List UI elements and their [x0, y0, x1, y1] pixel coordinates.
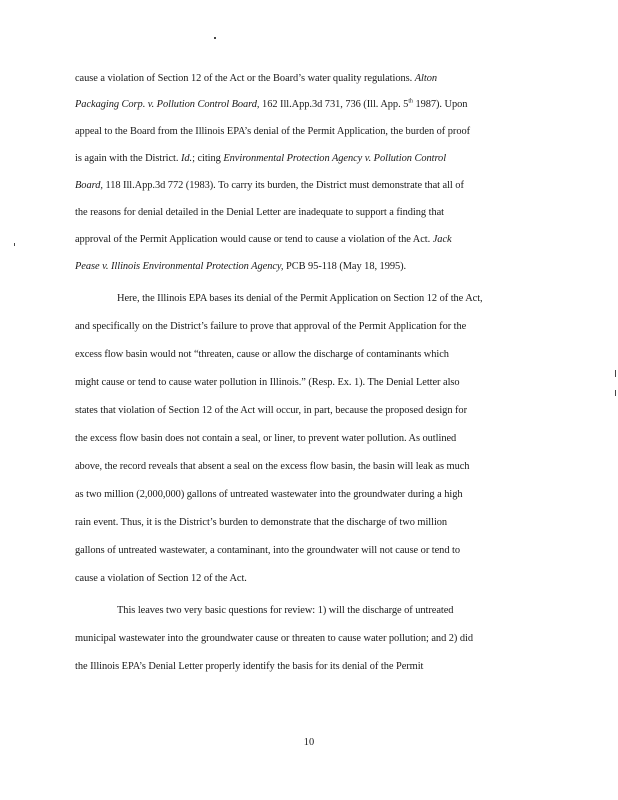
page-number: 10: [303, 737, 315, 748]
text-line-16: as two million (2,000,000) gallons of untreated wastewater into the groundwater during a high: [75, 489, 463, 500]
text-line-11: excess flow basin would not “threaten, cause or allow the discharge of contaminants which: [75, 349, 449, 360]
text-line-4: is again with the District. Id.; citing Environmental Protection Agency v. Pollution Control: [75, 153, 447, 164]
text-line-3: appeal to the Board from the Illinois EPA’s denial of the Permit Application, the burden of proof: [75, 126, 471, 137]
text-line-21: municipal wastewater into the groundwater cause or threaten to cause water pollution; and 2) did: [75, 633, 473, 644]
text-line-13: states that violation of Section 12 of the Act will occur, in part, because the proposed design for: [75, 405, 467, 416]
text-line-17: rain event. Thus, it is the District’s burden to demonstrate that the discharge of two million: [75, 517, 448, 528]
scan-speck: [14, 243, 15, 246]
text-line-10: and specifically on the District’s failure to prove that approval of the Permit Application for the: [75, 321, 467, 332]
text-line-18: gallons of untreated wastewater, a contaminant, into the groundwater will not cause or tend to: [75, 545, 460, 556]
text-line-14: the excess flow basin does not contain a seal, or liner, to prevent water pollution. As outlined: [75, 433, 457, 444]
text-line-22: the Illinois EPA’s Denial Letter properly identify the basis for its denial of the Permit: [75, 661, 424, 672]
text-line-20: This leaves two very basic questions for review: 1) will the discharge of untreated: [117, 605, 454, 616]
scan-speck: [615, 390, 616, 396]
text-line-6: the reasons for denial detailed in the Denial Letter are inadequate to support a finding that: [75, 207, 444, 218]
text-line-9: Here, the Illinois EPA bases its denial of the Permit Application on Section 12 of the Act,: [117, 293, 483, 304]
text-line-1: cause a violation of Section 12 of the Act or the Board’s water quality regulations. Alton: [75, 73, 437, 84]
scan-speck: [615, 370, 616, 377]
text-line-8: Pease v. Illinois Environmental Protection Agency, PCB 95-118 (May 18, 1995).: [75, 261, 407, 272]
scan-speck: [214, 37, 216, 39]
text-line-2: Packaging Corp. v. Pollution Control Board, 162 Ill.App.3d 731, 736 (Ill. App. 5th 1987). Upon: [75, 98, 468, 110]
text-line-5: Board, 118 Ill.App.3d 772 (1983). To carry its burden, the District must demonstrate that all of: [75, 180, 464, 191]
text-line-19: cause a violation of Section 12 of the Act.: [75, 573, 247, 584]
text-line-7: approval of the Permit Application would cause or tend to cause a violation of the Act. Jack: [75, 234, 452, 245]
text-line-12: might cause or tend to cause water pollution in Illinois.” (Resp. Ex. 1). The Denial Letter also: [75, 377, 460, 388]
text-line-15: above, the record reveals that absent a seal on the excess flow basin, the basin will leak as much: [75, 461, 470, 472]
